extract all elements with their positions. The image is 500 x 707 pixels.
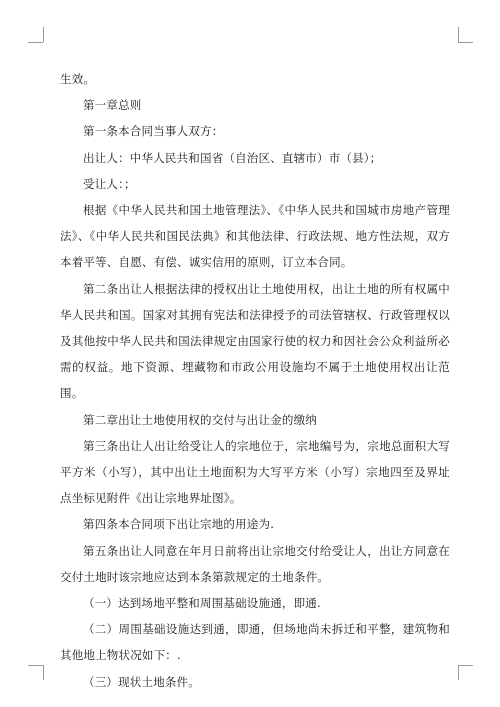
article-1-parties: 第一条本合同当事人双方： xyxy=(83,124,224,139)
article-3-paragraph: 第三条出让人出让给受让人的宗地位于，宗地编号为，宗地总面积大写平方米（小写），其中出让土地面积为大写平方米（小写）宗地四至及界址点坐标见附件《出让宗地界址图》。 xyxy=(60,438,450,506)
condition-item-1: （一）达到场地平整和周围基础设施通，即通. xyxy=(83,596,321,611)
chapter-heading-general: 第一章总则 xyxy=(83,98,142,113)
chapter-heading-delivery: 第二章出让土地使用权的交付与出让金的缴纳 xyxy=(83,412,317,427)
crop-mark-top-right-h xyxy=(458,42,473,43)
article-4-paragraph: 第四条本合同项下出让宗地的用途为. xyxy=(83,517,275,532)
crop-mark-top-left-h xyxy=(28,42,43,43)
party-grantee: 受让人：； xyxy=(83,176,136,191)
crop-mark-bottom-right-h xyxy=(458,665,473,666)
crop-mark-top-right-v xyxy=(458,27,459,42)
legal-basis-paragraph: 根据《中华人民共和国土地管理法》、《中华人民共和国城市房地产管理法》、《中华人民共和国民法典》和其他法律、行政法规、地方性法规，双方本着平等、自愿、有偿、诚实信用的原则，订立本合同。 xyxy=(60,203,450,270)
article-2-paragraph: 第二条出让人根据法律的授权出让土地使用权，出让土地的所有权属中华人民共和国。国家对其拥有宪法和法律授予的司法管辖权、行政管理权以及其他按中华人民共和国法律规定由国家行使的权力和因社会公众利益所必需的权益。地下资源、埋藏物和市政公用设施均不属于土地使用权出让范围。 xyxy=(60,281,450,401)
condition-item-3: （三）现状土地条件。 xyxy=(83,674,200,689)
condition-item-2: （二）周围基础设施达到通，即通，但场地尚未拆迁和平整，建筑物和其他地上物状况如下：. xyxy=(60,622,450,663)
party-grantor: 出让人：中华人民共和国省（自治区、直辖市）市（县）； xyxy=(83,150,382,165)
crop-mark-bottom-left-h xyxy=(28,665,43,666)
document-body xyxy=(60,66,450,695)
crop-mark-bottom-left-v xyxy=(43,665,44,680)
crop-mark-bottom-right-v xyxy=(458,665,459,680)
paragraph-continuation: 生效。 xyxy=(60,72,96,86)
crop-mark-top-left-v xyxy=(43,27,44,42)
article-5-paragraph: 第五条出让人同意在年月日前将出让宗地交付给受让人，出让方同意在交付土地时该宗地应达到本条第款规定的土地条件。 xyxy=(60,543,450,584)
